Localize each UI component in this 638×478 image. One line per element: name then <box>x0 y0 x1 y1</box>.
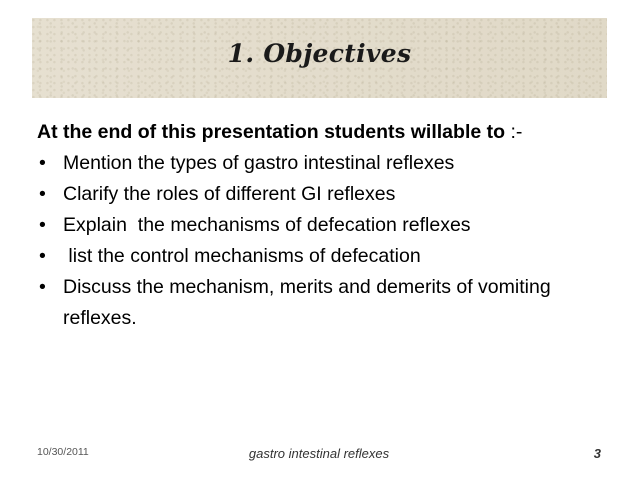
objectives-list <box>37 148 617 334</box>
list-item-text: Mention the types of gastro intestinal reflexes <box>63 152 455 174</box>
title-banner <box>32 18 607 98</box>
bullet-icon: • <box>39 245 46 267</box>
footer-title: gastro intestinal reflexes <box>248 446 390 461</box>
list-item <box>37 148 617 179</box>
page-number: 3 <box>593 446 601 461</box>
bullet-icon: • <box>39 214 46 236</box>
intro-bold-text: At the end of this presentation students willable to <box>37 121 506 143</box>
list-item-text: Explain the mechanisms of defecation reflexes <box>63 214 471 236</box>
footer-date: 10/30/2011 <box>37 446 89 458</box>
list-item <box>37 241 617 272</box>
list-item-text: Clarify the roles of different GI reflexes <box>63 183 396 205</box>
slide-title: 1. Objectives <box>227 39 412 68</box>
list-item <box>37 272 563 334</box>
list-item <box>37 179 617 210</box>
intro-line <box>37 117 617 148</box>
intro-tail-text: :- <box>505 121 523 143</box>
slide-body <box>37 117 617 334</box>
list-item <box>37 210 617 241</box>
bullet-icon: • <box>39 276 46 298</box>
list-item-text: list the control mechanisms of defecation <box>63 245 421 267</box>
list-item-text: Discuss the mechanism, merits and demerits of vomiting reflexes. <box>63 276 551 329</box>
bullet-icon: • <box>39 152 46 174</box>
bullet-icon: • <box>39 183 46 205</box>
